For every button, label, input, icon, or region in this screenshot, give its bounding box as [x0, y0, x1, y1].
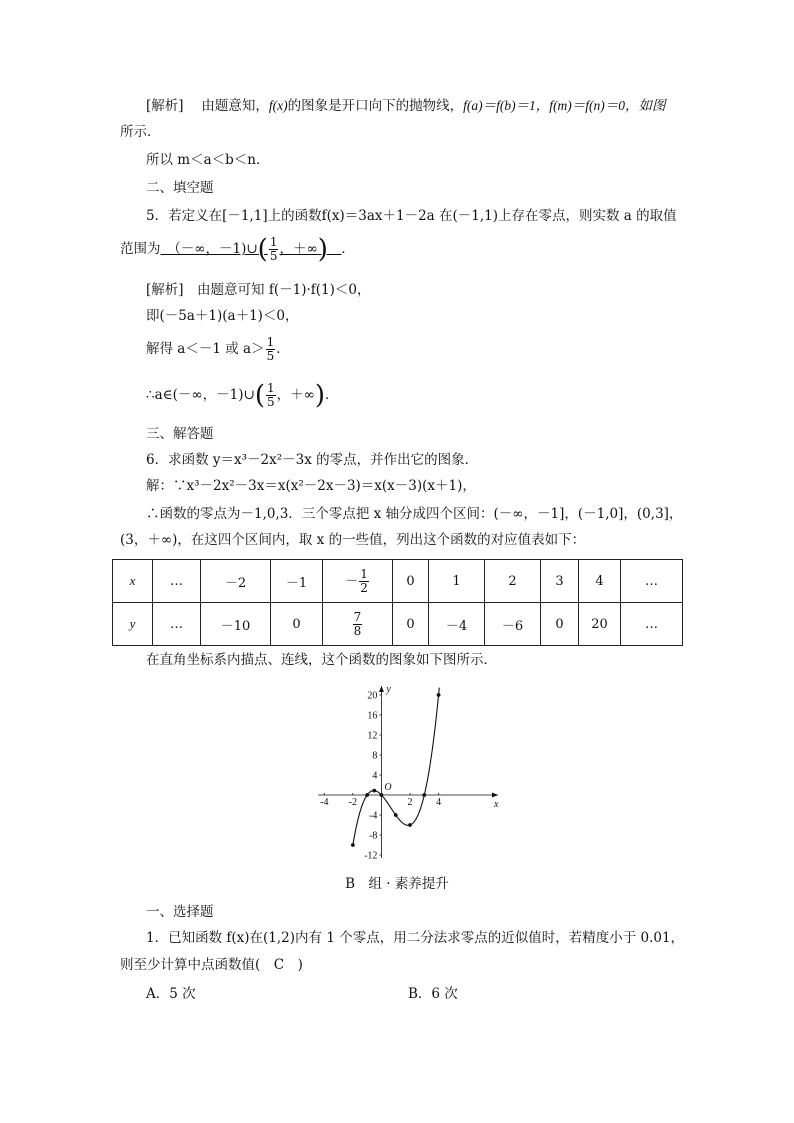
y-tick-label: -8: [369, 830, 378, 842]
y-tick-label: 20: [367, 690, 378, 702]
table-cell: …: [621, 603, 683, 646]
data-point: [365, 793, 369, 797]
function-graph: [310, 680, 510, 860]
data-point: [351, 843, 355, 847]
y-axis-arrow: [379, 686, 384, 692]
group-b-heading: B 组 · 素养提升: [345, 876, 449, 892]
table-cell: …: [153, 603, 201, 646]
table-cell: 0: [541, 603, 579, 646]
table-cell: y: [113, 603, 153, 646]
fraction: $\frac{1}{5}$: [266, 381, 275, 409]
fraction: $\frac{1}{5}$: [266, 335, 275, 363]
question-6-solution-2: ∴函数的零点为－1,0,3．三个零点把 x 轴分成四个区间：(－∞，－1]，(－1,0]，(0,3]，: [146, 506, 683, 522]
section-heading-answer: 三、解答题: [146, 426, 214, 442]
data-point: [422, 793, 426, 797]
table-cell: 3: [541, 560, 579, 603]
value-table: [112, 559, 683, 646]
x-tick-label: -2: [348, 797, 358, 808]
x-axis-arrow: [492, 793, 498, 798]
question-6-solution-3: (3，＋∞)，在这四个区间内，取 x 的一些值，列出这个函数的对应值表如下：: [120, 532, 586, 548]
table-row-x: [113, 560, 683, 603]
table-row-y: [113, 603, 683, 646]
analysis-label: [解析]: [146, 282, 184, 298]
table-cell: 20: [579, 603, 621, 646]
table-cell: 0: [271, 603, 323, 646]
data-point: [380, 793, 384, 797]
table-cell: －1: [271, 560, 323, 603]
table-cell: 1: [429, 560, 485, 603]
option-b: B．6 次: [408, 986, 458, 1002]
origin-label: O: [384, 782, 392, 793]
data-point: [372, 789, 376, 793]
y-tick-label: 16: [367, 710, 378, 722]
section-heading-fill-blank: 二、填空题: [146, 180, 214, 196]
y-tick-label: -12: [364, 850, 378, 860]
table-cell: 0: [393, 560, 429, 603]
table-cell: …: [621, 560, 683, 603]
fraction: $\frac{1}{5}$: [269, 235, 278, 263]
x-tick-label: 2: [407, 797, 413, 808]
table-cell: －6: [485, 603, 541, 646]
question-1-text: 1．已知函数 f(x)在(1,2)内有 1 个零点，用二分法求零点的近似值时，若精度小于 0.01，: [146, 930, 685, 946]
question-6-solution-1: 解：∵x³－2x²－3x＝x(x²－2x－3)＝x(x－3)(x＋1)，: [146, 478, 476, 494]
data-point: [437, 693, 441, 697]
solution-5-line-4: ∴a∈(－∞，－1)∪( $\frac{1}{5}$ ，＋∞)．: [146, 380, 339, 411]
x-tick-label: 4: [436, 797, 442, 808]
question-5-text: 5．若定义在[－1,1]上的函数f(x)＝3ax＋1－2a 在(－1,1)上存在零点，则实数 a 的取值: [146, 208, 677, 224]
table-cell: …: [153, 560, 201, 603]
x-tick-label: -4: [320, 797, 329, 808]
y-tick-label: -4: [369, 810, 378, 822]
question-1-prompt: 则至少计算中点函数值( C ): [120, 957, 303, 973]
question-6-text: 6．求函数 y＝x³－2x²－3x 的零点，并作出它的图象．: [146, 452, 479, 468]
graph-caption: 在直角坐标系内描点、连线，这个函数的图象如下图所示．: [146, 652, 497, 668]
y-axis-label: y: [386, 684, 391, 695]
x-axis-label: x: [494, 799, 499, 810]
table-cell: $\frac{7}{8}$: [323, 603, 393, 646]
function-curve: [353, 688, 442, 845]
table-cell: 4: [579, 560, 621, 603]
section-heading-choice: 一、选择题: [146, 904, 214, 920]
option-a: A．5 次: [146, 986, 196, 1002]
solution-paragraph: [解析] 由题意知，f(x)的图象是开口向下的抛物线，f(a)＝f(b)＝1，f(m)＝f(n)＝0，如图: [146, 98, 666, 114]
table-cell: 2: [485, 560, 541, 603]
analysis-label: [解析]: [146, 98, 184, 114]
solution-5-line-3: 解得 a＜－1 或 a＞ $\frac{1}{5}$ ．: [146, 335, 290, 363]
table-cell: －4: [429, 603, 485, 646]
question-5-answer: （－∞，－1)∪( $\frac{1}{5}$ ，＋∞): [174, 234, 328, 265]
table-cell: － $\frac{1}{2}$: [323, 560, 393, 603]
table-cell: －10: [201, 603, 271, 646]
solution-5-line-1: [解析] 由题意可知 f(－1)·f(1)＜0，: [146, 282, 371, 298]
y-tick-label: 12: [367, 730, 378, 742]
y-tick-label: 8: [372, 750, 378, 762]
solution-continuation: 所示．: [120, 124, 161, 140]
solution-5-line-2: 即(－5a＋1)(a＋1)＜0，: [146, 308, 299, 324]
question-5-answer-line: 范围为 （－∞，－1)∪( $\frac{1}{5}$ ，＋∞) ．: [120, 234, 355, 265]
solution-conclusion: 所以 m＜a＜b＜n．: [146, 152, 270, 168]
table-cell: 0: [393, 603, 429, 646]
table-cell: x: [113, 560, 153, 603]
data-point: [394, 813, 398, 817]
y-tick-label: 4: [372, 770, 378, 782]
table-cell: －2: [201, 560, 271, 603]
data-point: [408, 823, 412, 827]
